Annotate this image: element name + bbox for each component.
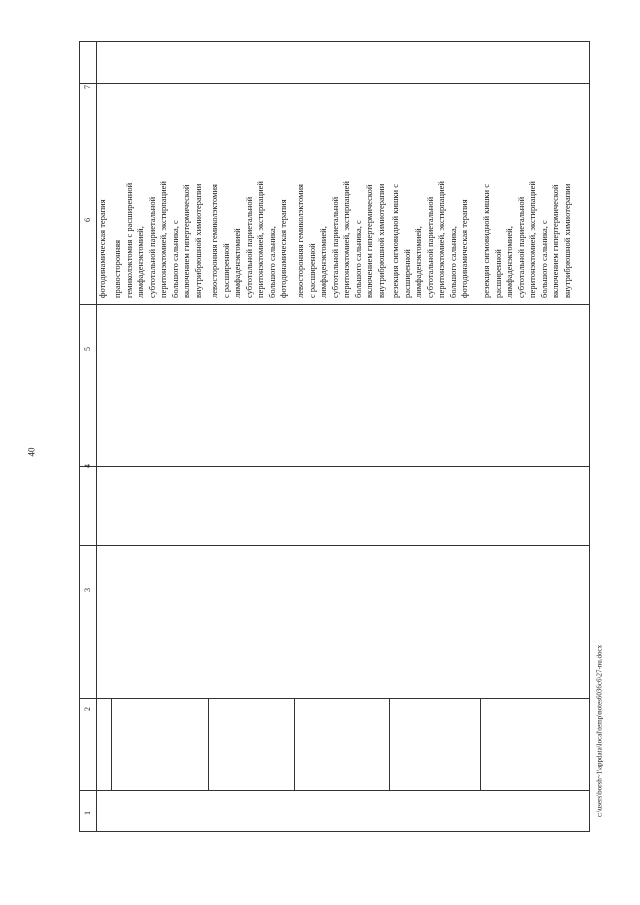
procedure-line: гемиколэктомия с расширенной [123,182,134,298]
procedure-line: расширенной [492,249,503,298]
procedure-line: субтотальной париетальной [243,196,254,298]
column-number-1: 1 [83,811,92,815]
page-number: 40 [26,447,37,457]
procedure-line: внутрибрюшной химиотерапии [192,183,203,298]
procedure-line: лимфаденэктомией [232,228,242,298]
procedure-line: лимфаденэктомией, [318,226,328,298]
procedure-line: внутрибрюшной химиотерапии [375,183,386,298]
row-divider [208,698,209,790]
procedure-line: субтотальной париетальной [329,196,340,298]
procedure-line: левосторонняя гемиколэктомия [295,184,305,298]
procedure-cell [481,84,577,298]
procedure-line: перитонэктомией, экстирпацией [341,181,351,298]
procedure-line: большого сальника, [447,226,458,298]
row-divider [389,698,390,790]
procedure-line: большого сальника, с [352,220,363,298]
procedure-line: с расширенной [306,243,317,298]
procedure-line: субтотальной париетальной [424,196,435,298]
column-separator-4-5 [80,545,589,546]
procedure-line: резекция сигмовидной кишки с [390,183,400,298]
procedure-line: лимфаденэктомией, [135,226,145,298]
procedure-cell [97,84,111,298]
procedure-line: левосторонняя гемиколэктомия [209,184,219,298]
procedure-line: перитонэктомией, экстирпацией [158,181,168,298]
procedure-line: с расширенной [220,243,231,298]
procedure-cell [112,84,208,298]
row-divider [480,698,481,790]
procedure-line: перитонэктомией, экстирпацией [436,181,446,298]
procedure-line: перитонэктомией, экстирпацией [527,181,537,298]
column-number-2: 2 [83,707,92,711]
procedure-line: правосторонняя [112,239,122,298]
procedure-line: большого сальника, с [538,220,549,298]
column-separator-6-7 [80,790,589,791]
procedure-line: большого сальника, с [169,220,180,298]
procedure-line: лимфаденэктомией, [413,226,423,298]
column-separator-2-3 [80,304,589,305]
column-number-6: 6 [83,218,92,222]
procedure-line: расширенной [401,249,412,298]
procedure-line: лимфаденэктомией, [504,226,514,298]
column-number-3: 3 [83,588,92,592]
procedure-line: фотодинамическая терапия [278,199,288,298]
column-separator-3-4 [80,466,589,467]
procedure-line: включением гипертермической [364,184,374,298]
row-divider [111,698,112,790]
procedure-line: фотодинамическая терапия [459,199,469,298]
procedure-line: включением гипертермической [550,184,560,298]
procedure-line: внутрибрюшной химиотерапии [561,183,572,298]
column-number-4: 4 [83,464,92,468]
footer-file-path: c:\users\borsh~1\appdata\local\temp\notes6036c6\27-nu.docx [595,644,604,818]
procedure-cell [390,84,480,298]
procedure-line: субтотальной париетальной [515,196,526,298]
procedure-line: перитонэктомией, экстирпацией [255,181,265,298]
procedure-line: большого сальника, [266,226,277,298]
procedure-cell [295,84,389,298]
procedure-line: включением гипертермической [181,184,191,298]
procedure-line: фотодинамическая терапия [97,199,107,298]
procedure-line: субтотальной париетальной [146,196,157,298]
table [79,41,590,832]
column-number-7: 7 [83,85,92,89]
column-number-5: 5 [83,347,92,351]
procedure-cell [209,84,294,298]
row-divider [294,698,295,790]
column-separator-5-6 [80,698,589,699]
procedure-line: резекция сигмовидной кишки с [481,183,491,298]
